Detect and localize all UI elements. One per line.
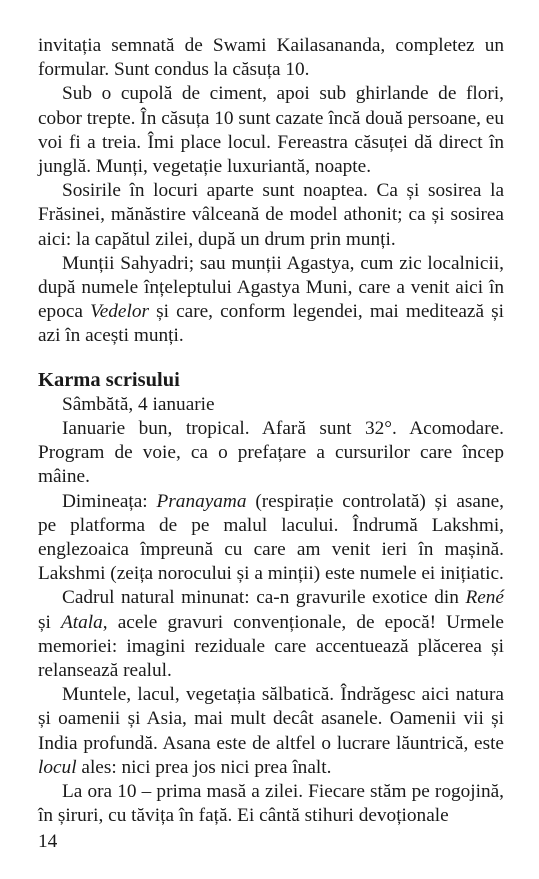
paragraph-6-text-a: Dimineața: bbox=[62, 490, 157, 512]
paragraph-4-italic: Vedelor bbox=[90, 301, 149, 323]
paragraph-5: Ianuarie bun, tropical. Afară sunt 32°. Acomodare. Program de voie, ca o prefațare a cursurilor care încep mâine. bbox=[38, 418, 504, 488]
paragraph-7-italic-1: René bbox=[465, 587, 504, 609]
paragraph-7-italic-2: Atala bbox=[61, 611, 103, 633]
paragraph-4 bbox=[38, 252, 504, 349]
book-page bbox=[38, 34, 504, 829]
page-number: 14 bbox=[38, 831, 58, 852]
paragraph-4-text-b: și care, conform legendei, mai meditează și azi în acești munți. bbox=[38, 301, 504, 347]
paragraph-7-text-c: , acele gravuri convenționale, de epocă! Urmele memoriei: imagini reziduale care accentuează plăcerea și relansează realul. bbox=[38, 611, 504, 682]
paragraph-8-text-a: Muntele, lacul, vegetația sălbatică. Îndrăgesc aici natura și oamenii și Asia, mai mult decât asanele. Oamenii vii și India profundă. Asana este de altfel o lucrare lăuntrică, este bbox=[38, 684, 504, 754]
paragraph-9: La ora 10 – prima masă a zilei. Fiecare stăm pe rogojină, în șiruri, cu tăvița în față. Ei cântă stihuri devoționale bbox=[38, 781, 504, 827]
paragraph-3: Sosirile în locuri aparte sunt noaptea. Ca și sosirea la Frăsinei, mănăstire vâlceană de model athonit; ca și sosirea aici: la capătul zilei, după un drum prin munți. bbox=[38, 180, 504, 250]
paragraph-6 bbox=[38, 490, 504, 587]
section-title: Karma scrisului bbox=[38, 368, 180, 391]
paragraph-8-text-b: ales: nici prea jos nici prea înalt. bbox=[76, 756, 332, 778]
paragraph-4-text-a: Munții Sahyadri; sau munții Agastya, cum zic localnicii, după numele înțeleptului Agastya Muni, care a venit aici în epoca bbox=[38, 252, 504, 323]
paragraph-6-text-b: (respirație controlată) și asane, pe platforma de pe malul lacului. Îndrumă Lakshmi, englezoaica împreună cu care am venit ieri în mașină. Lakshmi (zeița norocului și a minții) este numele ei inițiatic. bbox=[38, 490, 504, 585]
section-date: Sâmbătă, 4 ianuarie bbox=[62, 393, 215, 415]
paragraph-7-text-b: și bbox=[38, 611, 61, 633]
paragraph-7-text-a: Cadrul natural minunat: ca-n gravurile exotice din bbox=[62, 587, 466, 609]
paragraph-6-italic: Pranayama bbox=[156, 490, 247, 512]
paragraph-1: invitația semnată de Swami Kailasananda, completez un formular. Sunt condus la căsuța 10. bbox=[38, 35, 504, 81]
paragraph-8 bbox=[38, 683, 504, 780]
paragraph-7 bbox=[38, 586, 504, 683]
paragraph-8-italic: locul bbox=[38, 756, 77, 778]
paragraph-2: Sub o cupolă de ciment, apoi sub ghirlande de flori, cobor trepte. În căsuța 10 sunt cazate încă două persoane, eu voi fi a treia. Îmi place locul. Fereastra căsuței dă direct în junglă. Munți, vegetație luxuriantă, noapte. bbox=[38, 83, 504, 178]
